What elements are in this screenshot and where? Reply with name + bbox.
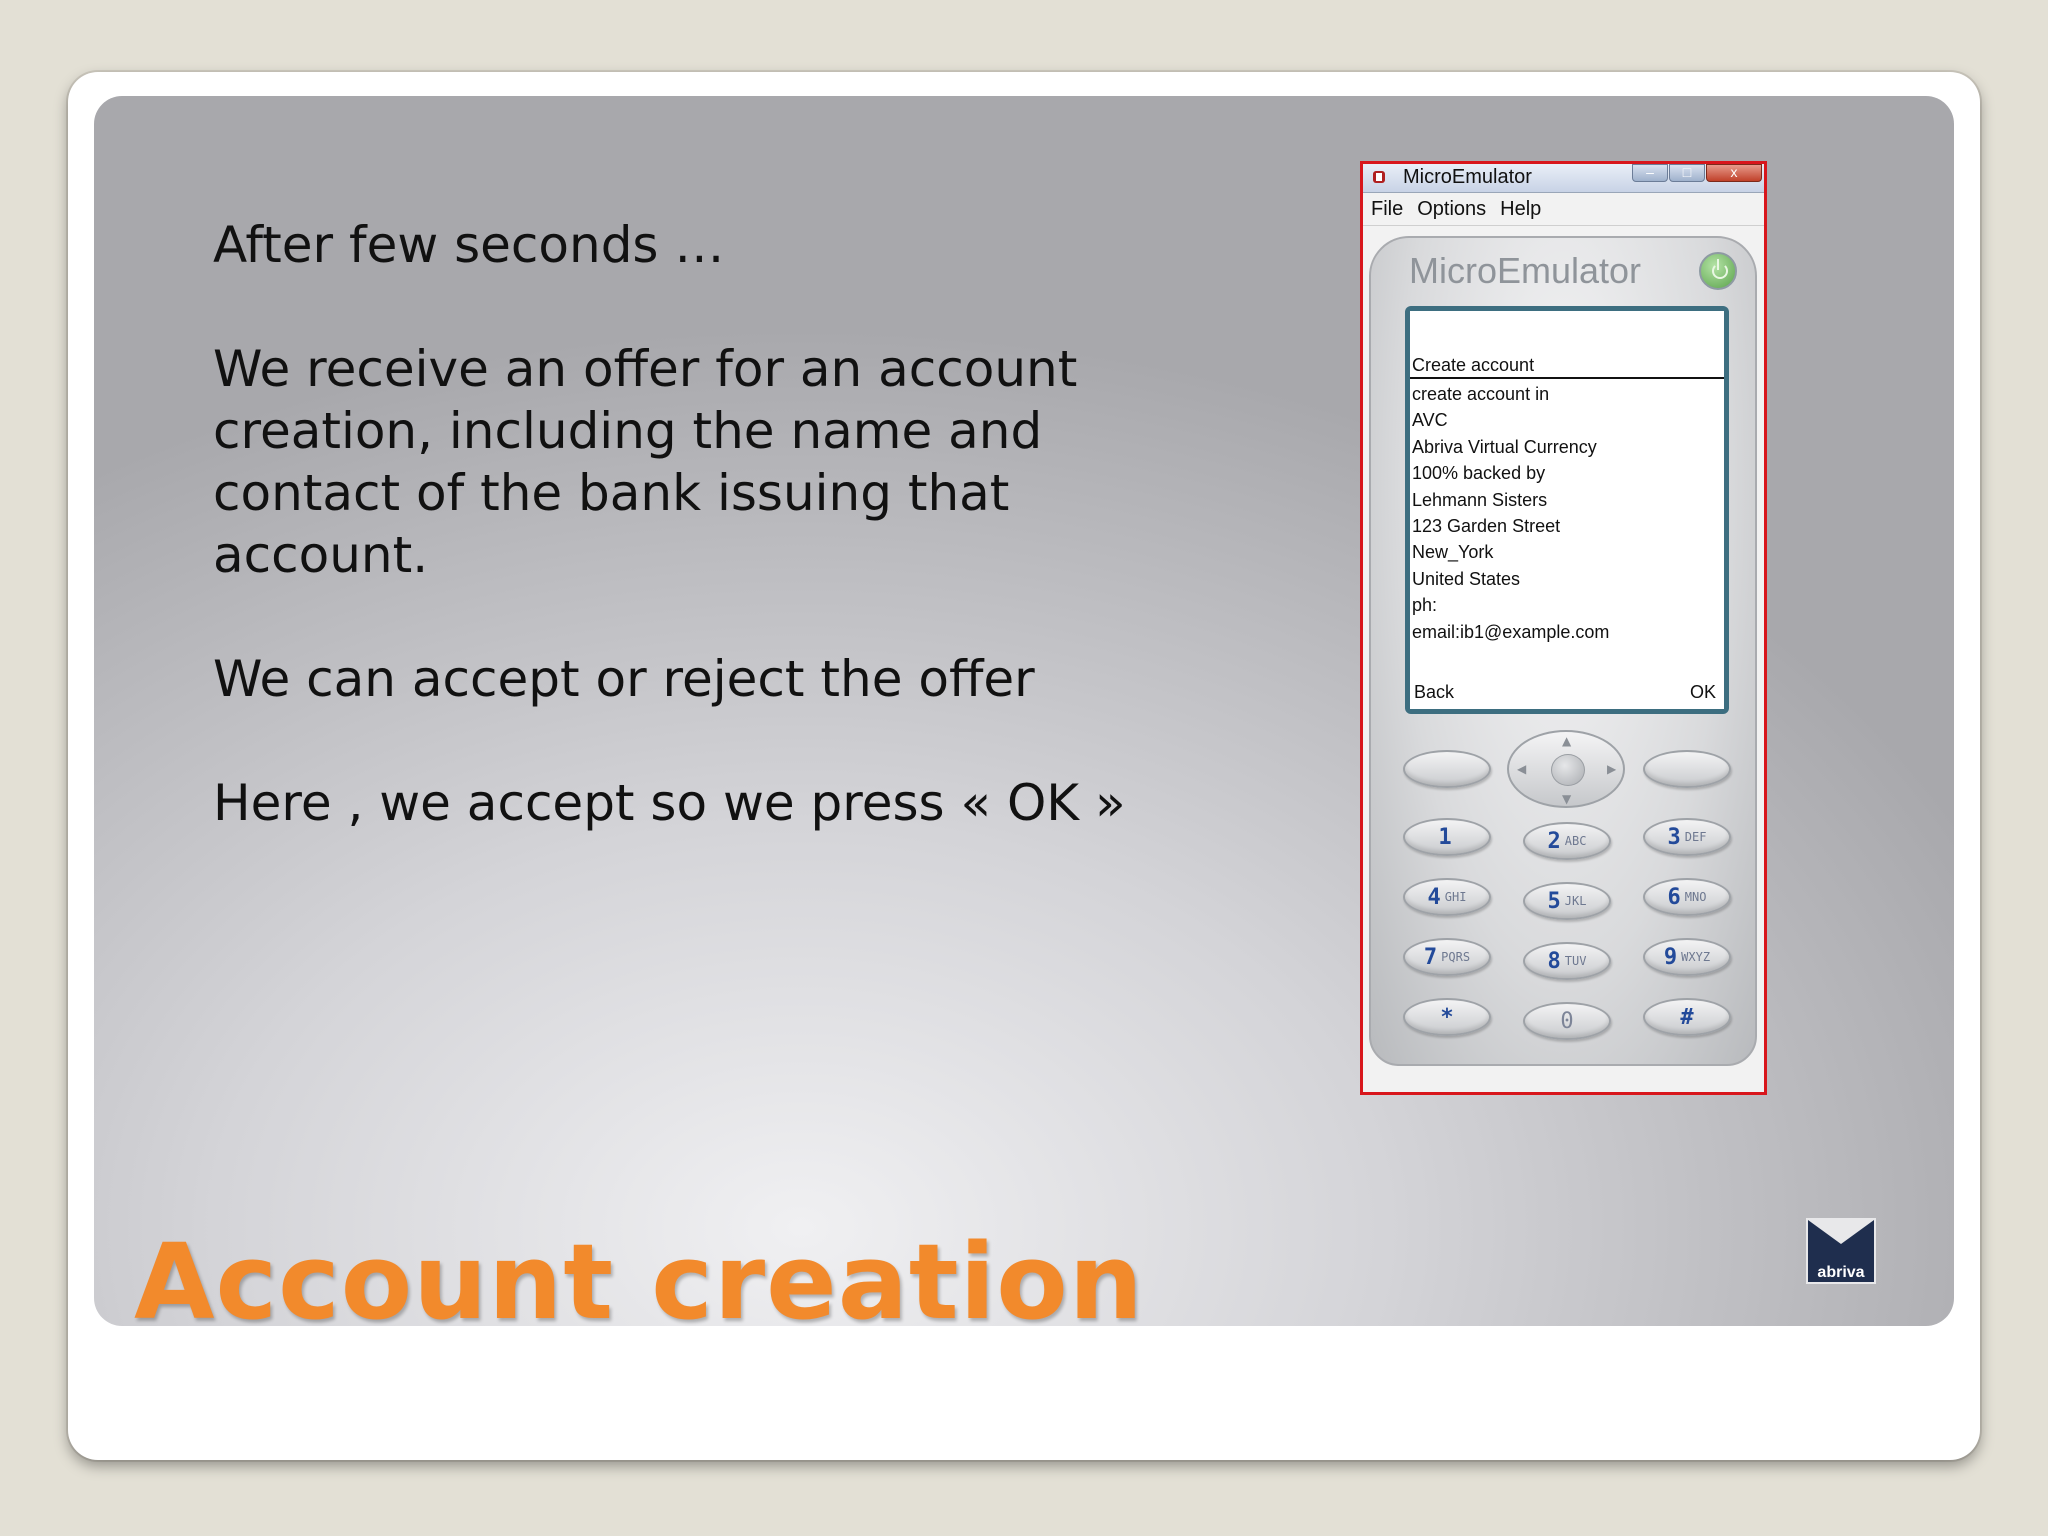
key-digit: #	[1680, 1004, 1694, 1030]
screen-content	[1412, 381, 1609, 645]
body-para-2-line-3: contact of the bank issuing that	[213, 464, 1010, 522]
key-letters: MNO	[1684, 890, 1707, 904]
logo-text: abriva	[1817, 1264, 1865, 1281]
slide-title: Account creation	[134, 1221, 1144, 1343]
key-1[interactable]	[1403, 818, 1491, 856]
key-0[interactable]	[1523, 1002, 1611, 1040]
key-4[interactable]	[1403, 878, 1491, 916]
key-letters: GHI	[1444, 890, 1467, 904]
key-6[interactable]	[1643, 878, 1731, 916]
screen-line: 100% backed by	[1412, 463, 1546, 484]
body-para-2-line-2: creation, including the name and	[213, 402, 1043, 460]
body-line-4: Here , we accept so we press « OK »	[213, 774, 1126, 832]
phone-screen-frame	[1405, 306, 1729, 714]
screen-line: email:ib1@example.com	[1412, 621, 1610, 642]
key-digit: 2	[1547, 828, 1561, 854]
close-button[interactable]: x	[1706, 164, 1762, 182]
key-7[interactable]	[1403, 938, 1491, 976]
key-letters: WXYZ	[1681, 950, 1711, 964]
key-digit: 0	[1560, 1008, 1574, 1034]
body-line-1: After few seconds …	[213, 216, 725, 274]
screen-line: ph:	[1412, 595, 1438, 616]
body-para-2-line-4: account.	[213, 526, 429, 584]
phone-screen	[1410, 311, 1724, 709]
key-hash[interactable]	[1643, 998, 1731, 1036]
dpad[interactable]	[1507, 730, 1625, 808]
key-letters: DEF	[1684, 830, 1707, 844]
menu-help[interactable]: Help	[1500, 197, 1542, 220]
screen-title: Create account	[1410, 355, 1724, 379]
power-icon[interactable]	[1699, 252, 1737, 290]
key-letters: PQRS	[1441, 950, 1471, 964]
body-line-3: We can accept or reject the offer	[213, 650, 1035, 708]
key-digit: 8	[1547, 948, 1561, 974]
dpad-down-icon[interactable]: ▼	[1562, 792, 1572, 806]
key-star[interactable]	[1403, 998, 1491, 1036]
key-digit: *	[1440, 1004, 1454, 1030]
key-8[interactable]	[1523, 942, 1611, 980]
soft-key-back-label[interactable]: Back	[1414, 682, 1455, 702]
key-letters: ABC	[1564, 834, 1587, 848]
key-digit: 5	[1547, 888, 1561, 914]
screen-line: AVC	[1412, 410, 1448, 431]
phone-body	[1369, 236, 1757, 1066]
key-digit: 6	[1667, 884, 1681, 910]
key-digit: 9	[1663, 944, 1678, 970]
window-titlebar[interactable]	[1363, 164, 1764, 193]
key-5[interactable]	[1523, 882, 1611, 920]
screen-line: 123 Garden Street	[1412, 515, 1561, 536]
key-digit: 7	[1423, 944, 1438, 970]
microemulator-window	[1360, 161, 1767, 1095]
key-letters: JKL	[1564, 894, 1587, 908]
key-letters: TUV	[1564, 954, 1587, 968]
phone-brand: MicroEmulator	[1409, 250, 1642, 291]
screen-line: create account in	[1412, 384, 1550, 404]
slide-body-text	[213, 214, 1213, 834]
dpad-select-button[interactable]	[1551, 754, 1585, 786]
menu-options[interactable]: Options	[1417, 197, 1487, 220]
menu-file[interactable]: File	[1371, 197, 1404, 220]
right-soft-key[interactable]	[1643, 750, 1731, 788]
key-digit: 1	[1438, 824, 1452, 850]
dpad-up-icon[interactable]: ▲	[1562, 734, 1572, 748]
minimize-button[interactable]: –	[1632, 164, 1668, 182]
key-9[interactable]	[1643, 938, 1731, 976]
body-para-2-line-1: We receive an offer for an account	[213, 340, 1078, 398]
maximize-button[interactable]: □	[1669, 164, 1705, 182]
left-soft-key[interactable]	[1403, 750, 1491, 788]
screen-line: Lehmann Sisters	[1412, 489, 1548, 510]
key-digit: 4	[1427, 884, 1441, 910]
soft-key-ok-label[interactable]: OK	[1689, 682, 1716, 702]
window-title: MicroEmulator	[1403, 166, 1532, 188]
dpad-left-icon[interactable]: ◀	[1517, 762, 1527, 776]
key-digit: 3	[1667, 824, 1681, 850]
menubar	[1363, 193, 1764, 226]
app-icon	[1371, 169, 1387, 185]
screen-line: New_York	[1412, 542, 1494, 563]
screen-line: United States	[1412, 568, 1521, 589]
abriva-logo	[1806, 1218, 1876, 1284]
dpad-right-icon[interactable]: ▶	[1607, 762, 1617, 776]
key-2[interactable]	[1523, 822, 1611, 860]
screen-line: Abriva Virtual Currency	[1412, 436, 1597, 457]
key-3[interactable]	[1643, 818, 1731, 856]
